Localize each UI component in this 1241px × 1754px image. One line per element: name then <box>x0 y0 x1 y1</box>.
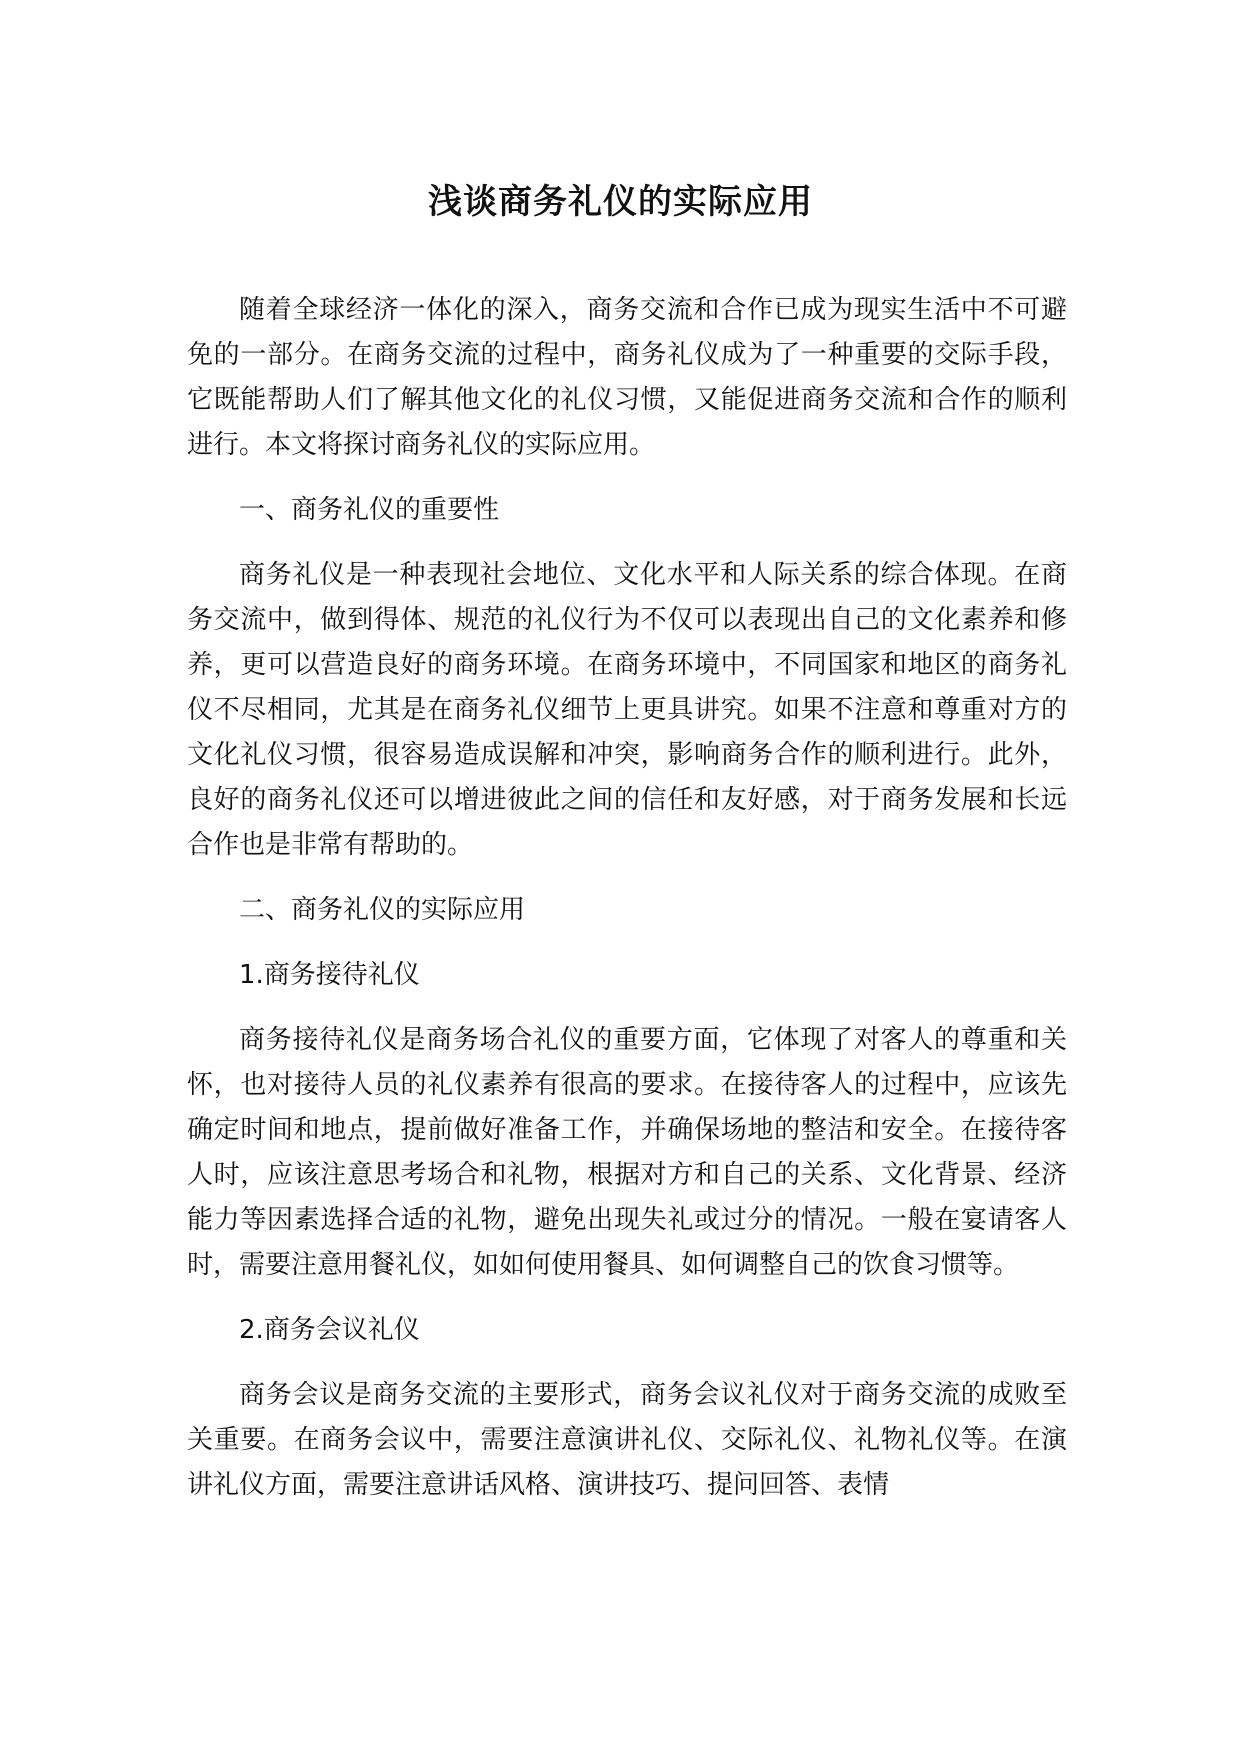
subsection-heading-reception: 1.商务接待礼仪 <box>239 960 420 990</box>
subsection-heading-meeting: 2.商务会议礼仪 <box>239 1315 420 1345</box>
intro-paragraph: 随着全球经济一体化的深入，商务交流和合作已成为现实生活中不可避免的一部分。在商务交流的过程中，商务礼仪成为了一种重要的交际手段，它既能帮助人们了解其他文化的礼仪习惯，又能促进商务交流和合作的顺利进行。本文将探讨商务礼仪的实际应用。 <box>187 295 1067 460</box>
section-heading-application: 二、商务礼仪的实际应用 <box>239 895 526 925</box>
section-heading-importance: 一、商务礼仪的重要性 <box>239 495 500 525</box>
importance-paragraph: 商务礼仪是一种表现社会地位、文化水平和人际关系的综合体现。在商务交流中，做到得体、规范的礼仪行为不仅可以表现出自己的文化素养和修养，更可以营造良好的商务环境。在商务环境中，不同国家和地区的商务礼仪不尽相同，尤其是在商务礼仪细节上更具讲究。如果不注意和尊重对方的文化礼仪习惯，很容易造成误解和冲突，影响商务合作的顺利进行。此外，良好的商务礼仪还可以增进彼此之间的信任和友好感，对于商务发展和长远合作也是非常有帮助的。 <box>187 560 1067 860</box>
document-body <box>187 288 1067 1508</box>
reception-paragraph: 商务接待礼仪是商务场合礼仪的重要方面，它体现了对客人的尊重和关怀，也对接待人员的礼仪素养有很高的要求。在接待客人的过程中，应该先确定时间和地点，提前做好准备工作，并确保场地的整洁和安全。在接待客人时，应该注意思考场合和礼物，根据对方和自己的关系、文化背景、经济能力等因素选择合适的礼物，避免出现失礼或过分的情况。一般在宴请客人时，需要注意用餐礼仪，如如何使用餐具、如何调整自己的饮食习惯等。 <box>187 1025 1067 1280</box>
document-title: 浅谈商务礼仪的实际应用 <box>428 182 813 222</box>
meeting-paragraph: 商务会议是商务交流的主要形式，商务会议礼仪对于商务交流的成败至关重要。在商务会议中，需要注意演讲礼仪、交际礼仪、礼物礼仪等。在演讲礼仪方面，需要注意讲话风格、演讲技巧、提问回答、表情 <box>187 1380 1067 1500</box>
